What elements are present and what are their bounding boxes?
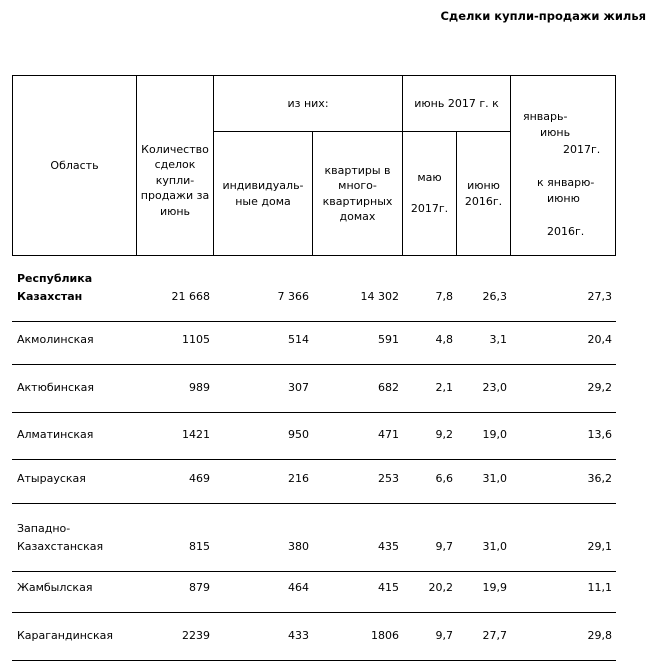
apartments-cell: 415 <box>378 581 399 594</box>
to-june-2016-cell: 23,0 <box>482 381 507 394</box>
jan-june-ratio-cell: 13,6 <box>587 428 612 441</box>
jan-june-ratio-cell: 27,3 <box>587 290 612 303</box>
total-deals-cell: 989 <box>189 381 210 394</box>
individual-houses-cell: 307 <box>288 381 309 394</box>
table-header <box>12 75 616 256</box>
individual-houses-cell: 514 <box>288 333 309 346</box>
region-cell: Западно-Казахстанская <box>17 522 104 553</box>
jan-june-ratio-cell: 29,8 <box>587 629 612 642</box>
to-may-2017-cell: 9,2 <box>435 428 453 441</box>
region-cell: Республика Казахстан <box>17 272 93 303</box>
to-june-2016-cell: 3,1 <box>489 333 507 346</box>
header-region-label: Область <box>50 158 99 172</box>
header-line <box>511 158 615 175</box>
header-total-deals <box>137 76 214 255</box>
header-line: январь- <box>523 109 568 123</box>
document-title: Сделки купли-продажи жилья <box>440 9 646 23</box>
jan-june-ratio-cell: 29,1 <box>587 540 612 553</box>
total-deals-cell: 879 <box>189 581 210 594</box>
header-line: июню <box>467 179 500 192</box>
table-row <box>12 460 616 504</box>
header-line: купли- <box>155 173 195 187</box>
header-jan-june-ratio <box>511 76 615 255</box>
header-line: много- <box>338 179 377 192</box>
apartments-cell: 1806 <box>371 629 399 642</box>
to-may-2017-cell: 20,2 <box>428 581 453 594</box>
header-to-may-2017 <box>403 132 457 255</box>
to-june-2016-cell: 19,9 <box>482 581 507 594</box>
apartments-cell: 471 <box>378 428 399 441</box>
apartments-cell: 682 <box>378 381 399 394</box>
individual-houses-cell: 433 <box>288 629 309 642</box>
to-may-2017-cell: 9,7 <box>435 629 453 642</box>
to-may-2017-cell: 7,8 <box>435 290 453 303</box>
header-line: домах <box>339 210 376 223</box>
header-line: индивидуаль- <box>222 179 304 192</box>
table-row <box>12 322 616 365</box>
header-individual-houses <box>214 132 313 255</box>
total-deals-cell: 1421 <box>182 428 210 441</box>
header-line: маю <box>417 171 442 185</box>
transactions-table <box>12 75 616 661</box>
table-row <box>12 365 616 413</box>
table-row <box>12 504 616 572</box>
individual-houses-cell: 216 <box>288 472 309 485</box>
header-group-june-2017-to <box>403 76 511 132</box>
header-line: 2017г. <box>563 142 601 156</box>
header-to-june-2016 <box>457 132 511 255</box>
apartments-cell: 253 <box>378 472 399 485</box>
to-june-2016-cell: 31,0 <box>482 472 507 485</box>
jan-june-ratio-cell: 36,2 <box>587 472 612 485</box>
header-line: сделок <box>154 158 196 172</box>
to-june-2016-cell: 26,3 <box>482 290 507 303</box>
apartments-cell: 435 <box>378 540 399 553</box>
to-may-2017-cell: 2,1 <box>435 381 453 394</box>
individual-houses-cell: 464 <box>288 581 309 594</box>
header-line: Количество <box>141 142 209 156</box>
region-cell: Жамбылская <box>17 581 93 594</box>
header-line: продажи за <box>140 189 210 203</box>
to-may-2017-cell: 6,6 <box>435 472 453 485</box>
header-line: 2017г. <box>410 202 449 216</box>
header-line: июнь <box>540 126 571 139</box>
table-body <box>12 256 616 661</box>
header-of-them-label: из них: <box>287 96 329 110</box>
jan-june-ratio-cell: 29,2 <box>587 381 612 394</box>
header-line: 2016г. <box>547 225 585 238</box>
header-line: к январю- <box>537 175 595 189</box>
to-may-2017-cell: 4,8 <box>435 333 453 346</box>
total-deals-cell: 815 <box>189 540 210 553</box>
region-cell: Актюбинская <box>17 381 95 394</box>
region-cell: Акмолинская <box>17 333 94 346</box>
header-june-2017-to-label: июнь 2017 г. к <box>414 96 499 110</box>
to-june-2016-cell: 27,7 <box>482 629 507 642</box>
to-june-2016-cell: 19,0 <box>482 428 507 441</box>
header-line: ные дома <box>235 194 291 208</box>
header-apartments <box>313 132 403 255</box>
header-line: июню <box>547 192 580 205</box>
header-region <box>13 76 137 255</box>
to-may-2017-cell: 9,7 <box>435 540 453 553</box>
header-group-of-them <box>214 76 403 132</box>
region-cell: Атырауская <box>17 472 86 485</box>
jan-june-ratio-cell: 20,4 <box>587 333 612 346</box>
table-row <box>12 413 616 460</box>
total-deals-cell: 2239 <box>182 629 210 642</box>
header-line: 2016г. <box>464 194 503 208</box>
header-line: июнь <box>159 204 191 218</box>
header-line: квартиры в <box>324 163 391 177</box>
table-row <box>12 613 616 661</box>
table-row <box>12 256 616 322</box>
individual-houses-cell: 950 <box>288 428 309 441</box>
total-deals-cell: 469 <box>189 472 210 485</box>
individual-houses-cell: 7 366 <box>277 290 309 303</box>
total-deals-cell: 1105 <box>182 333 210 346</box>
region-cell: Карагандинская <box>17 629 113 642</box>
to-june-2016-cell: 31,0 <box>482 540 507 553</box>
apartments-cell: 591 <box>378 333 399 346</box>
jan-june-ratio-cell: 11,1 <box>587 581 612 594</box>
region-cell: Алматинская <box>17 428 94 441</box>
total-deals-cell: 21 668 <box>171 290 210 303</box>
header-line <box>403 186 456 202</box>
apartments-cell: 14 302 <box>360 290 399 303</box>
header-line <box>511 208 615 225</box>
header-line: квартирных <box>322 194 393 208</box>
individual-houses-cell: 380 <box>288 540 309 553</box>
table-row <box>12 572 616 613</box>
